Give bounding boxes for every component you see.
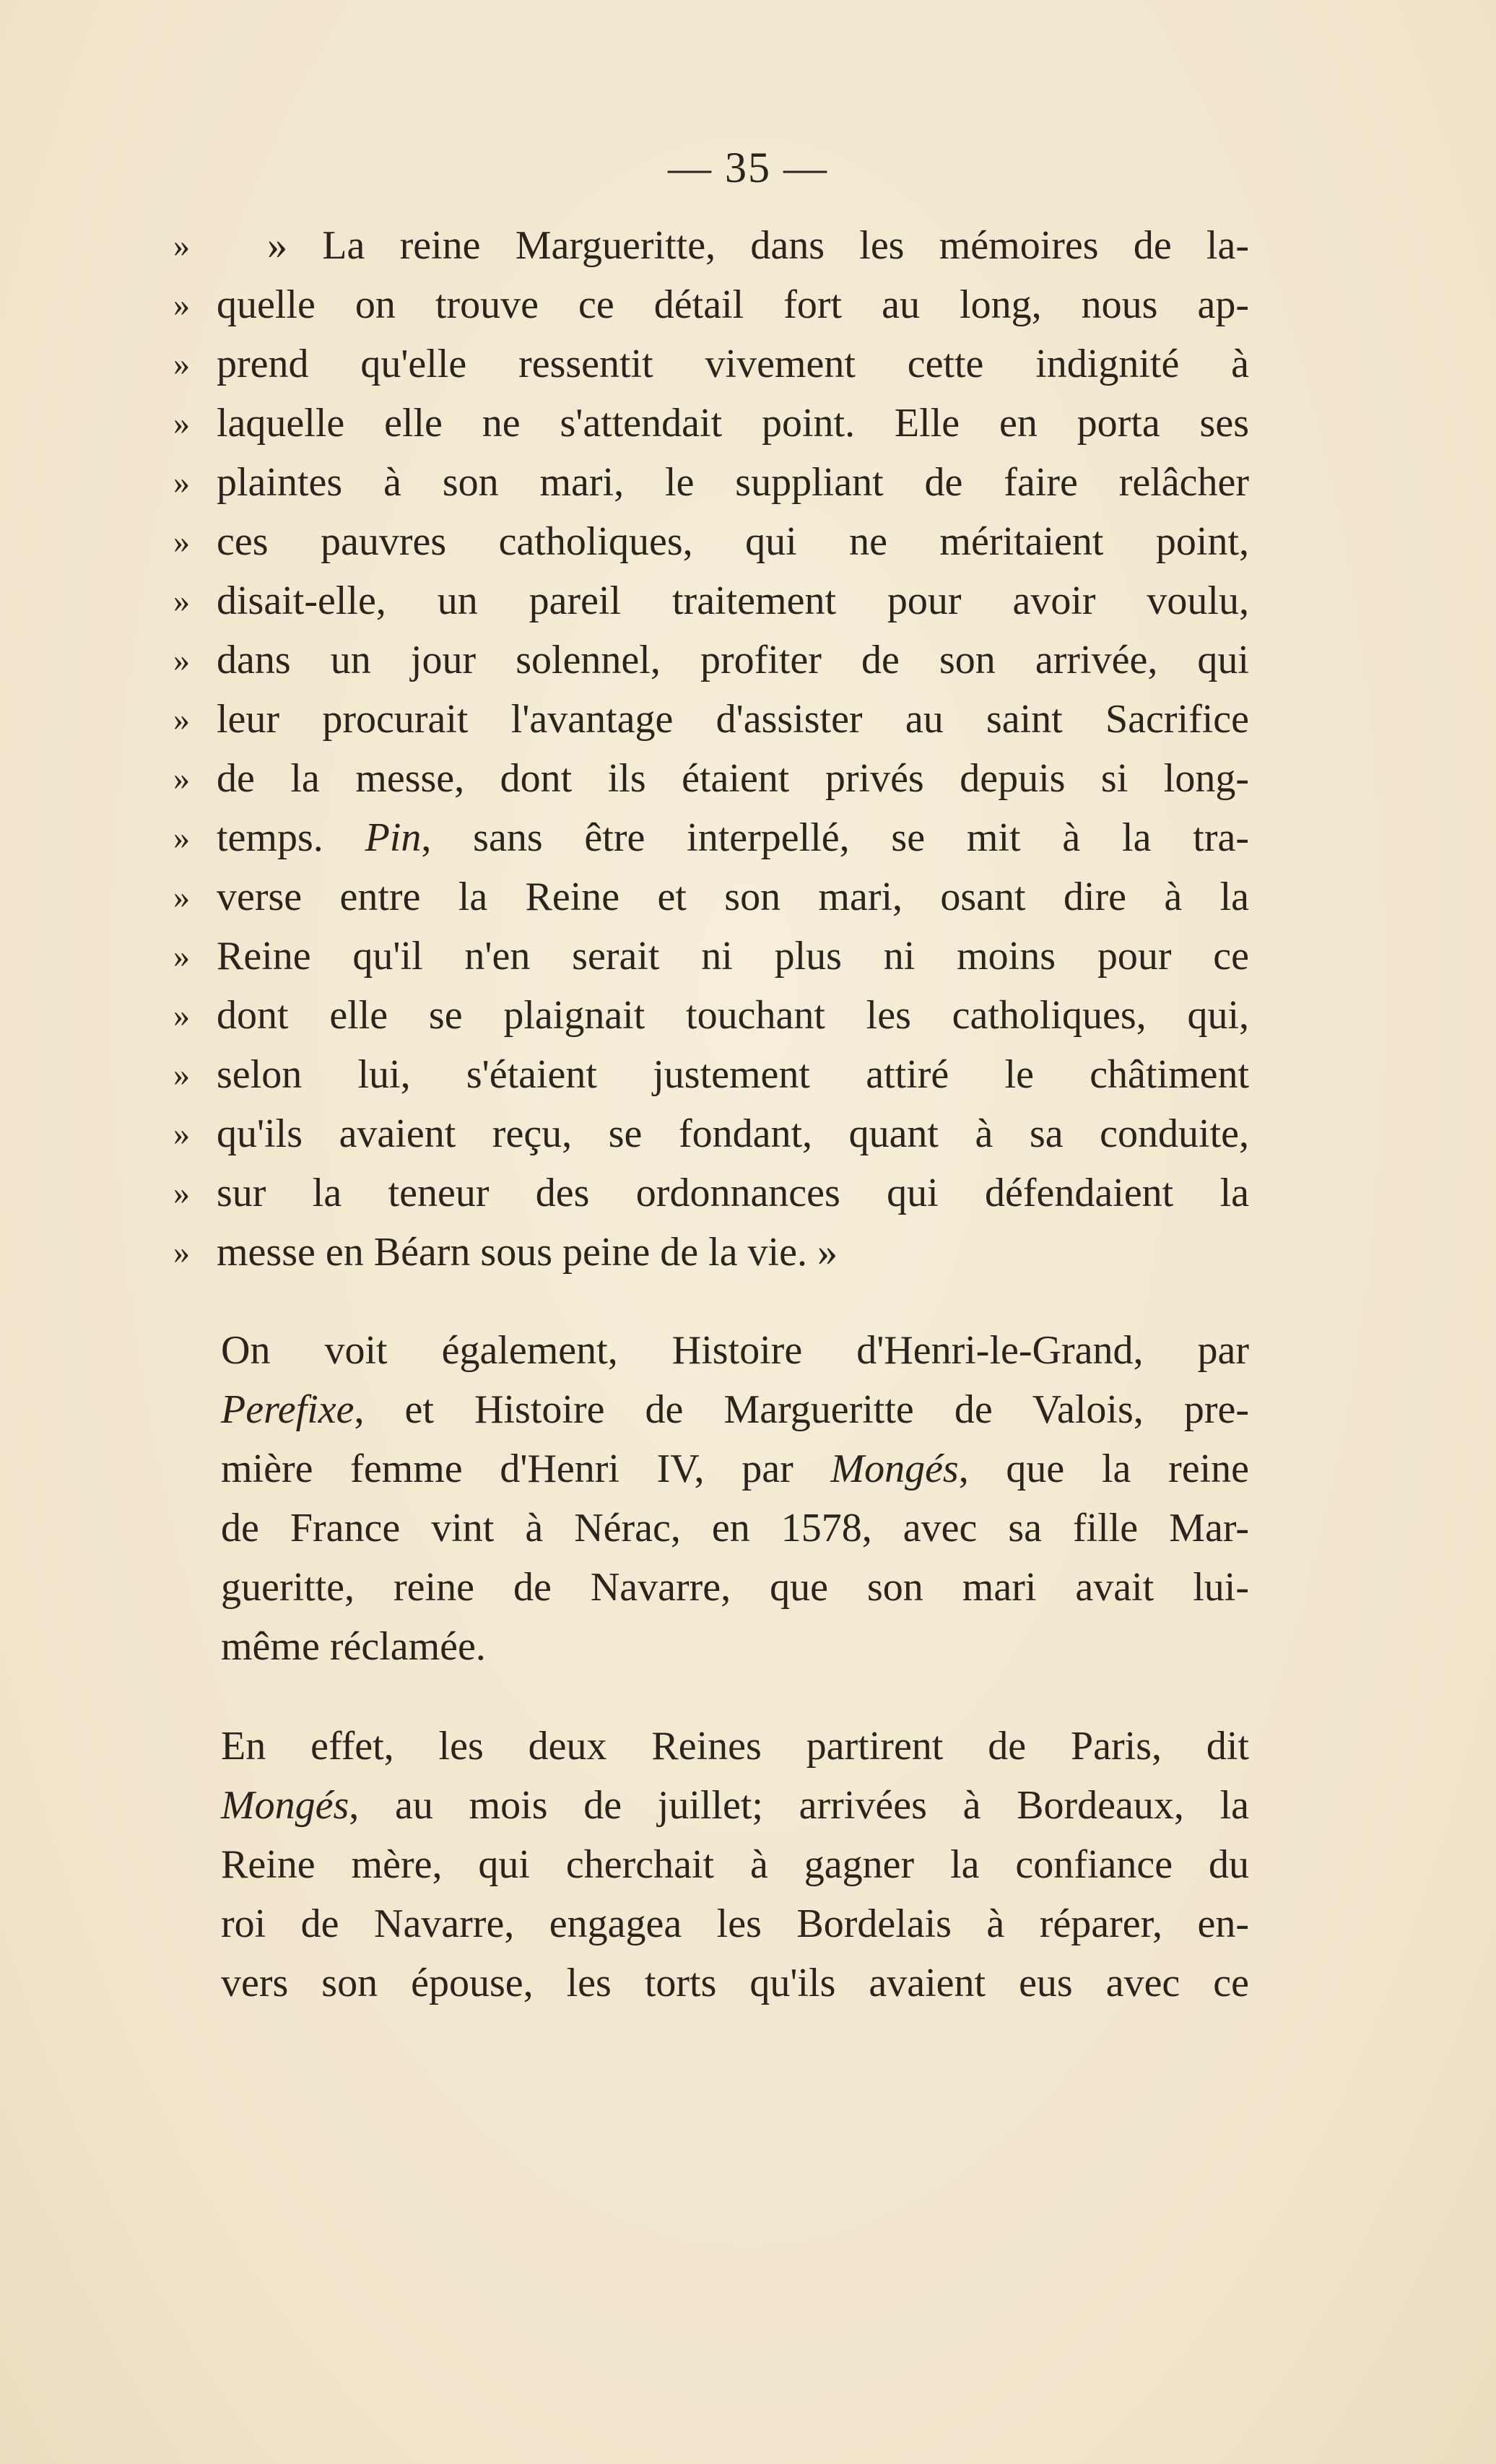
paragraph-line: En effet, les deux Reines partirent de Paris, dit bbox=[221, 1724, 1249, 1769]
quote-line: » La reine Margueritte, dans les mémoires de la- bbox=[267, 223, 1249, 268]
quote-line: plaintes à son mari, le suppliant de faire relâcher bbox=[217, 460, 1249, 505]
quote-line: de la messe, dont ils étaient privés depuis si long- bbox=[217, 756, 1249, 801]
quote-mark: » bbox=[173, 286, 190, 323]
quote-mark: » bbox=[173, 937, 190, 974]
paragraph-line bbox=[221, 1381, 1249, 1439]
quote-line-part: , sans être interpellé, se mit à la tra- bbox=[421, 815, 1250, 860]
author-name: Mongés bbox=[830, 1446, 959, 1491]
quote-mark: » bbox=[173, 345, 190, 382]
quote-line: verse entre la Reine et son mari, osant dire à la bbox=[217, 875, 1249, 919]
quote-line: prend qu'elle ressentit vivement cette indignité à bbox=[217, 342, 1249, 386]
quote-mark: » bbox=[173, 582, 190, 619]
paragraph-line-part: mière femme d'Henri IV, par bbox=[221, 1446, 831, 1491]
paragraph-line: Reine mère, qui cherchait à gagner la confiance du bbox=[221, 1842, 1249, 1887]
paragraph-line: roi de Navarre, engagea les Bordelais à réparer, en- bbox=[221, 1901, 1249, 1946]
author-name: Perefixe bbox=[221, 1387, 355, 1432]
quote-line: leur procurait l'avantage d'assister au saint Sacrifice bbox=[217, 697, 1249, 742]
quote-mark: » bbox=[173, 819, 190, 856]
paragraph-line: même réclamée. bbox=[221, 1624, 486, 1669]
quote-line: messe en Béarn sous peine de la vie. » bbox=[217, 1230, 838, 1275]
quote-line-part: temps. bbox=[217, 815, 365, 860]
quote-mark: » bbox=[173, 464, 190, 500]
quote-line: dont elle se plaignait touchant les catholiques, qui, bbox=[217, 993, 1249, 1038]
quote-line: disait-elle, un pareil traitement pour avoir voulu, bbox=[217, 578, 1249, 623]
author-name: Mongés bbox=[221, 1783, 349, 1828]
quote-line: selon lui, s'étaient justement attiré le châtiment bbox=[217, 1052, 1249, 1097]
quote-line: Reine qu'il n'en serait ni plus ni moins pour ce bbox=[217, 934, 1249, 979]
paragraph-line-part: , au mois de juillet; arrivées à Bordeaux, la bbox=[349, 1783, 1249, 1828]
quote-line: ces pauvres catholiques, qui ne méritaient point, bbox=[217, 519, 1249, 564]
quote-mark: » bbox=[173, 641, 190, 678]
quote-mark: » bbox=[173, 878, 190, 915]
quote-mark: » bbox=[173, 1115, 190, 1152]
paragraph-line bbox=[221, 1777, 1249, 1834]
quote-mark: » bbox=[173, 523, 190, 560]
quote-mark: » bbox=[173, 1174, 190, 1211]
page-number: — 35 — bbox=[668, 144, 828, 191]
quote-mark: » bbox=[173, 760, 190, 797]
quote-line: qu'ils avaient reçu, se fondant, quant à sa conduite, bbox=[217, 1111, 1249, 1156]
paragraph-line: On voit également, Histoire d'Henri-le-Grand, par bbox=[221, 1328, 1249, 1373]
paragraph-line: gueritte, reine de Navarre, que son mari avait lui- bbox=[221, 1565, 1249, 1610]
quote-line bbox=[217, 809, 1249, 867]
quote-mark: » bbox=[173, 227, 190, 264]
quote-line: sur la teneur des ordonnances qui défendaient la bbox=[217, 1171, 1249, 1215]
quote-mark: » bbox=[173, 997, 190, 1033]
quote-mark: » bbox=[173, 1056, 190, 1093]
quote-mark: » bbox=[173, 700, 190, 737]
paragraph-line-part: , et Histoire de Margueritte de Valois, pre- bbox=[354, 1387, 1249, 1432]
quote-mark: » bbox=[173, 404, 190, 441]
paragraph-line bbox=[221, 1440, 1249, 1498]
paragraph-line: vers son épouse, les torts qu'ils avaient eus avec ce bbox=[221, 1961, 1249, 2005]
quote-mark: » bbox=[173, 1233, 190, 1270]
paragraph-line-part: , que la reine bbox=[958, 1446, 1250, 1491]
quote-line: dans un jour solennel, profiter de son arrivée, qui bbox=[217, 638, 1249, 682]
paragraph-line: de France vint à Nérac, en 1578, avec sa fille Mar- bbox=[221, 1506, 1249, 1550]
author-name-pin: Pin bbox=[365, 815, 422, 860]
quote-line: quelle on trouve ce détail fort au long, nous ap- bbox=[217, 282, 1249, 327]
quote-line: laquelle elle ne s'attendait point. Elle en porta ses bbox=[217, 401, 1249, 446]
